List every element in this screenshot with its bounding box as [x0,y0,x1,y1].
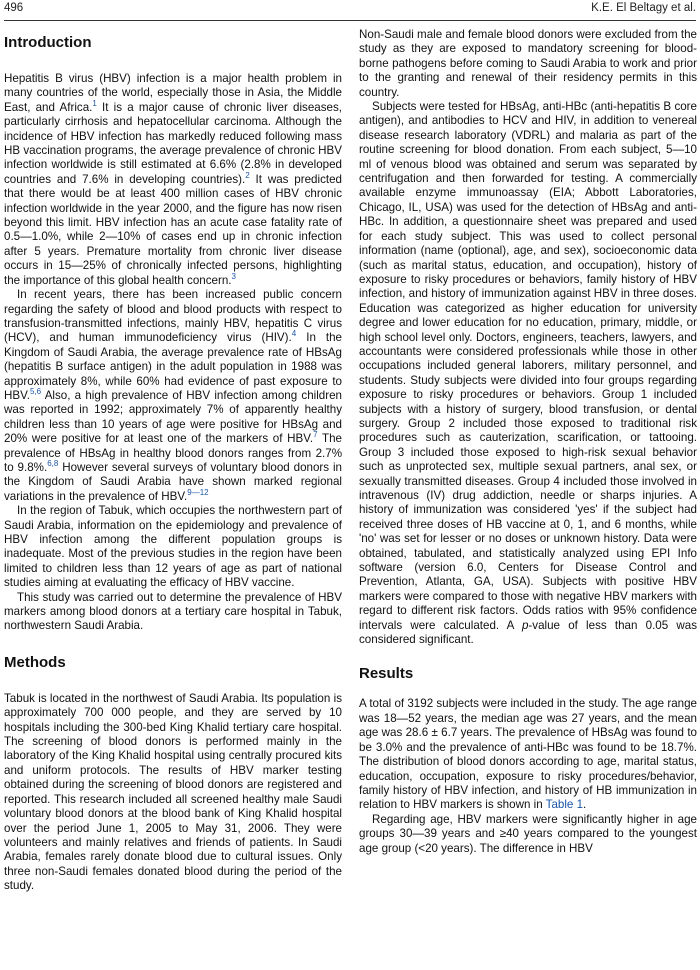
intro-paragraph-1: Hepatitis B virus (HBV) infection is a major health problem in many countries of the world, especially those in Asia, the Middle East, and Africa.$^1$ It is a major cause of chronic liver diseases, particularly cirrhosis and hepatocellular carcinoma. Although the incidence of HBV infection has markedly reduced following mass HB vaccination programs, the average prevalence of chronic HBV infection worldwide is still estimated at 6.6% (2.8% in developed countries and 7.6% in developing countries).$^2$ It was predicted that there would be at least 400 million cases of HBV chronic infection worldwide in the year 2000, and the figure has now risen beyond this limit. HBV infection has an acute case fatality rate of 0.5—1.0%, while 2—10% of cases end up in chronic infection after 5 years. Premature mortality from chronic liver disease occurs in 15—25% of chronically infected persons, highlighting the importance of this global health concern.$^3$ [4,72,342,287]
methods-paragraph-3: Subjects were tested for HBsAg, anti-HBc (anti-hepatitis B core antigen), and antibodies to HCV and HIV, in addition to venereal disease research laboratory (VDRL) and malaria as part of the routine screening for blood donation. From each subject, 5—10 ml of venous blood was obtained and serum was separated by centrifugation and then forwarded for testing. A commercially available enzyme immunoassay (EIA; Abbott Laboratories, Chicago, IL, USA) was used for the detection of HBsAg and anti-HBc. In addition, a questionnaire sheet was prepared and used for each study subject. This was used to collect personal information (name (optional), age, and sex), socioeconomic data (such as marital status, education, and occupation), history of exposure to risky procedures or behaviors, family history of HBV infection, and history of immunization against HBV in three doses. Education was categorized as higher education for university degree and lower education for no education, primary, middle, or high school level only. Doctors, engineers, teachers, lawyers, and accountants were considered professionals while those in other occupations included general laborers, military personnel, and students. Study subjects were divided into four groups regarding exposure to risky procedures or behaviors. Group 1 included subjects with a history of surgery, blood transfusion, or dental surgery. Group 2 included those exposed to traditional risk procedures such as cauterization, scarification, or tattooing. Group 3 included those exposed to high-risk sexual behavior such as unprotected sex, multiple sexual partners, anal sex, or sexually transmitted diseases. Group 4 included those involved in intravenous (IV) drug addiction, needle or sharps injuries. A history of immunization was considered 'yes' if the subject had received three doses of HB vaccine at 0, 1, and 6 months, while 'no' was set for lesser or no doses or unknown history. Data were obtained, tabulated, and statistically analyzed using EPI Info software (version 6.0, Centers for Disease Control and Prevention, Atlanta, GA, USA). Subjects with positive HBV markers were compared to those with negative HBV markers with regard to different risk factors. Odds ratios with 95% confidence intervals were calculated. A p-value of less than 0.05 was considered significant. [359,100,697,647]
running-authors: K.E. El Beltagy et al. [591,2,696,14]
intro-paragraph-4: This study was carried out to determine the prevalence of HBV markers among blood donors at a tertiary care hospital in Tabuk, northwestern Saudi Arabia. [4,590,342,633]
citation-2[interactable]: 2 [245,170,250,180]
p-value-italic: p [521,618,529,632]
methods-heading: Methods [4,653,66,671]
citation-9-12[interactable]: 9—12 [187,487,209,497]
citation-6-8[interactable]: 6,8 [47,459,59,469]
header-rule [4,20,696,21]
intro-paragraph-2: In recent years, there has been increased public concern regarding the safety of blood and blood products with respect to transfusion-transmitted infections, mainly HBV, hepatitis C virus (HCV), and human immunodeficiency virus (HIV).$^4$ In the Kingdom of Saudi Arabia, the average prevalence rate of HBsAg (hepatitis B surface antigen) in the adult population in 1988 was approximately 8%, while 60% had evidence of past exposure to HBV.$^{5,6}$ Also, a high prevalence of HBV infection among children was reported in 1992; approximately 7% of apparently healthy children less than 10 years of age were positive for HBsAg and 20% were positive for at least one of the markers of HBV.$^7$ The prevalence of HBsAg in healthy blood donors ranges from 2.7% to 9.8%.$^{6,8}$ However several surveys of voluntary blood donors in the Kingdom of Saudi Arabia have shown marked regional variations in the prevalence of HBV.$^{9—12}$ [4,288,343,503]
results-heading: Results [359,665,414,683]
citation-4[interactable]: 4 [291,329,297,339]
page-number: 496 [4,2,24,14]
introduction-heading: Introduction [4,34,92,51]
table-1-link[interactable]: Table 1 [545,798,584,812]
left-column [4,28,342,894]
citation-1[interactable]: 1 [92,98,97,108]
methods-paragraph-2: Non-Saudi male and female blood donors were excluded from the study as they are exposed to mandatory screening for blood-borne pathogens before coming to Saudi Arabia to work and prior to the granting and renewal of their residency permits in this country. [359,28,697,99]
intro-paragraph-3: In the region of Tabuk, which occupies the northwestern part of Saudi Arabia, information on the epidemiology and prevalence of HBV infection among the different population groups is inadequate. Most of the previous studies in the region have been limited to children less than 12 years of age as part of national studies aiming at evaluating the efficacy of HBV vaccine. [4,504,342,590]
citation-5-6[interactable]: 5,6 [30,387,42,397]
results-paragraph-2: Regarding age, HBV markers were significantly higher in age groups 30—39 years and ≥40 years compared to the youngest age group (<20 years). The difference in HBV [359,812,697,855]
results-paragraph-1: A total of 3192 subjects were included in the study. The age range was 18—52 years, the median age was 27 years, and the mean age was 28.6 ± 6.7 years. The prevalence of HBsAg was found to be 3.0% and the prevalence of anti-HBc was found to be 18.7%. The distribution of blood donors according to age, marital status, education, occupation, exposure to risky procedures/behavior, family history of HBV infection, and history of HB immunization in relation to HBV markers is shown in Table 1. [359,697,697,812]
citation-7[interactable]: 7 [313,430,318,440]
right-column [359,28,697,856]
citation-3[interactable]: 3 [231,271,236,281]
methods-paragraph-1: Tabuk is located in the northwest of Saudi Arabia. Its population is approximately 700 000 people, and they are served by 10 hospitals including the 300-bed King Khalid tertiary care hospital. The screening of blood donors is performed mainly in the laboratory of the King Khalid hospital using centrally procured kits and uniform protocols. The results of HBV marker testing obtained during the screening of blood donors are registered and reported. This research included all screened healthy male Saudi voluntary blood donors at the blood bank of King Khalid hospital over the period June 1, 2005 to May 31, 2006. They were volunteers and mainly relatives and friends of patients. In Saudi Arabia, females rarely donate blood due to cultural issues. Only three non-Saudi females donated blood during the period of the study. [4,691,342,893]
running-header [4,2,696,20]
